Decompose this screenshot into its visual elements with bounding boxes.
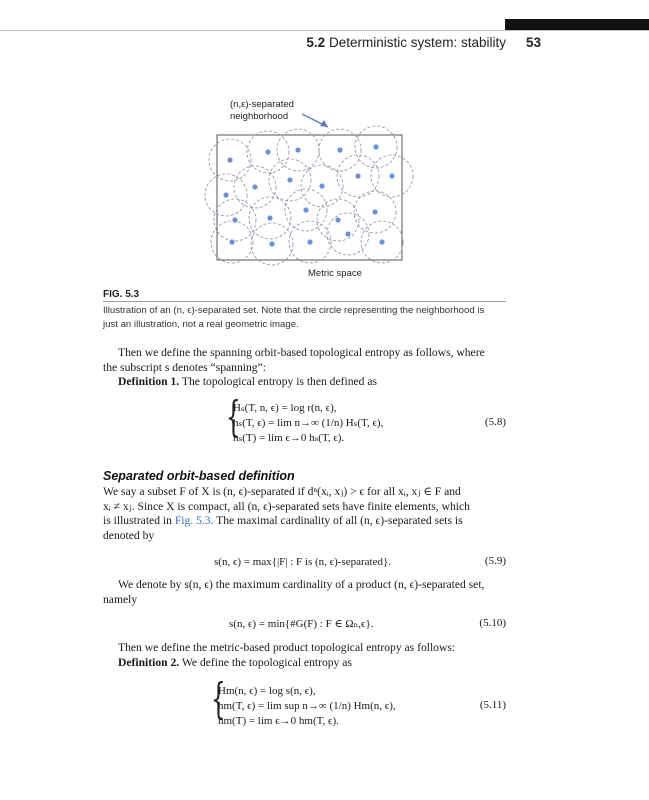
sample-point [227, 157, 232, 162]
sample-points [223, 144, 394, 246]
paragraph-separated-def [103, 485, 507, 543]
figure-caption-line2: just an illustration, not a real geometric image. [103, 319, 299, 330]
sample-point [229, 239, 234, 244]
figure-caption-rule [103, 301, 506, 302]
figure-caption [103, 304, 507, 332]
eq59-number: (5.9) [484, 555, 506, 567]
header-rule [0, 30, 649, 31]
paragraph-product-set [103, 578, 507, 607]
para2-line2: xᵢ ≠ xⱼ. Since X is compact, all (n, ϵ)-separated sets have finite elements, which [103, 499, 470, 513]
figure-reference-link[interactable]: Fig. 5.3 [174, 514, 211, 528]
section-title: Deterministic system: stability [328, 35, 506, 50]
figure-separated-set [200, 92, 415, 282]
para2-line1: We say a subset F of X is (n, ϵ)-separated if dⁿ(xᵢ, xⱼ) > ϵ for all xᵢ, xⱼ ∈ F and [103, 485, 461, 498]
eq510: s(n, ϵ) = min{#G(F) : F ∈ Ωₙ,ϵ}. [229, 618, 374, 630]
definition-1-label: Definition 1. [118, 375, 180, 388]
section-number: 5.2 [306, 35, 326, 50]
sample-point [265, 149, 270, 154]
sample-point [345, 231, 350, 236]
para2-line3b: . The maximal cardinality of all (n, ϵ)-separated sets is [210, 514, 463, 528]
para2-line3a: is illustrated in [103, 514, 175, 528]
eq59: s(n, ϵ) = max{|F| : F is (n, ϵ)-separated}. [214, 556, 392, 568]
sample-point [389, 173, 394, 178]
sample-point [303, 207, 308, 212]
paragraph-spanning-intro [103, 346, 507, 375]
annotation-top-line1: (n,ε)-separated [230, 99, 294, 110]
para2-line3 [103, 514, 507, 529]
para2-line4: denoted by [103, 528, 155, 542]
definition-1-text: The topological entropy is then defined as [179, 375, 377, 388]
sample-point [373, 144, 378, 149]
figure-label: FIG. 5.3 [103, 289, 140, 300]
eq58-line2: hₛ(T, ϵ) = lim n→∞ (1/n) Hₛ(T, ϵ), [233, 417, 384, 429]
sample-point [267, 215, 272, 220]
para3-line2: namely [103, 592, 138, 606]
sample-point [295, 147, 300, 152]
sample-point [355, 173, 360, 178]
running-head [300, 35, 506, 50]
annotation-top-line2: neighborhood [230, 111, 289, 122]
eq511-line2: hm(T, ϵ) = lim sup n→∞ (1/n) Hm(n, ϵ), [218, 700, 396, 712]
eq510-number: (5.10) [479, 617, 506, 629]
page-number: 53 [526, 35, 542, 50]
sample-point [307, 239, 312, 244]
definition-2 [118, 656, 352, 671]
sample-point [372, 209, 377, 214]
definition-2-text: We define the topological entropy as [179, 656, 352, 669]
paragraph-metric-based [103, 641, 507, 656]
sample-point [252, 184, 257, 189]
eq58-number: (5.8) [484, 416, 506, 428]
sample-point [319, 183, 324, 188]
sample-point [287, 177, 292, 182]
para1-line2: the subscript s denotes “spanning”: [103, 360, 266, 374]
sample-point [335, 217, 340, 222]
eq58-line3: hₛ(T) = lim ϵ→0 hₛ(T, ϵ). [233, 432, 345, 444]
para1-line1: Then we define the spanning orbit-based topological entropy as follows, where [118, 346, 485, 359]
sample-point [223, 192, 228, 197]
eq511-number: (5.11) [479, 699, 506, 711]
eq511-line3: hm(T) = lim ϵ→0 hm(T, ϵ). [218, 715, 339, 727]
sample-point [337, 147, 342, 152]
definition-2-label: Definition 2. [118, 656, 180, 669]
para4-line1: Then we define the metric-based product topological entropy as follows: [118, 641, 456, 654]
sample-point [379, 239, 384, 244]
figure-caption-line1: Illustration of an (n, ϵ)-separated set. Note that the circle representing the neighborhood is [103, 305, 485, 316]
definition-1 [118, 375, 377, 390]
header-bar [505, 19, 649, 30]
sample-point [232, 217, 237, 222]
eq58-line1: Hₛ(T, n, ϵ) = log r(n, ϵ), [233, 402, 337, 414]
eq511-line1: Hm(n, ϵ) = log s(n, ϵ), [218, 685, 316, 697]
annotation-bottom: Metric space [308, 268, 362, 279]
para3-line1: We denote by s(n, ϵ) the maximum cardinality of a product (n, ϵ)-separated set, [118, 578, 485, 591]
section-heading: Separated orbit-based definition [103, 469, 295, 483]
eq511-brace: { [211, 674, 226, 723]
sample-point [269, 241, 274, 246]
eq58-brace: { [226, 392, 241, 441]
